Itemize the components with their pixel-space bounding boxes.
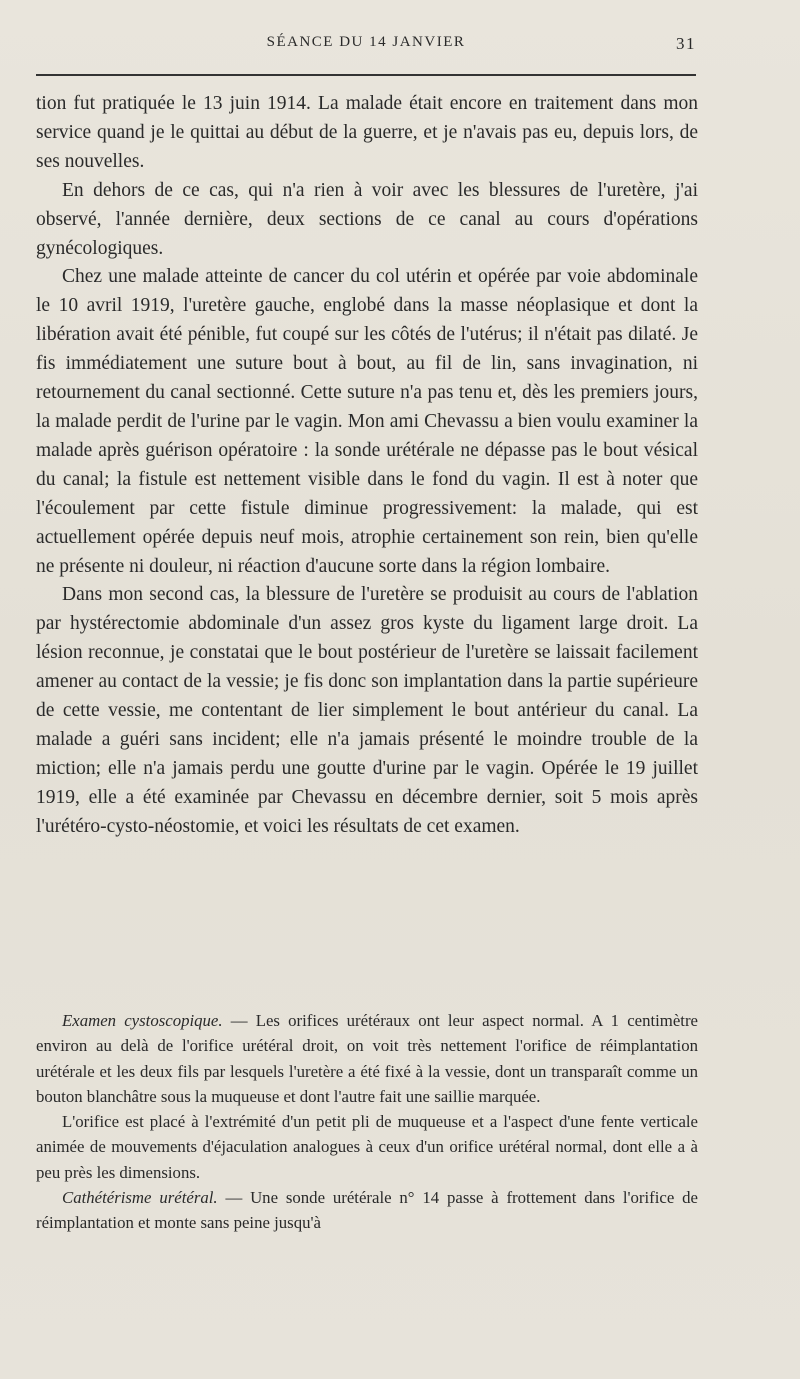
paragraph: Chez une malade atteinte de cancer du col utérin et opérée par voie abdominale le 10 avril 1919, l'uretère gauche, englobé dans la masse néoplasique et dont la libération avait été pénible, fut coupé sur les côtés de l'utérus; il n'était pas dilaté. Je fis immédiatement une suture bout à bout, au fil de lin, sans invagination, ni retournement du canal sectionné. Cette suture n'a pas tenu et, dès les premiers jours, la malade perdit de l'urine par le vagin. Mon ami Chevassu a bien voulu examiner la malade après guérison opératoire : la sonde urétérale ne dépasse pas le bout vésical du canal; la fistule est nettement visible dans le fond du vagin. Il est à noter que l'écoulement par cette fistule diminue progressivement: la malade, qui est actuellement opérée depuis neuf mois, atrophie certainement son rein, bien qu'elle ne présente ni douleur, ni réaction d'aucune sorte dans la région lombaire.	[36, 266, 698, 577]
paragraph: Dans mon second cas, la blessure de l'uretère se produisit au cours de l'ablation par hystérectomie abdominale d'un assez gros kyste du ligament large droit. La lésion reconnue, je constatai que le bout postérieur de l'uretère se laissait facilement amener au contact de la vessie; je fis donc son implantation dans la partie supérieure de cette vessie, me contentant de lier simplement le bout antérieur du canal. La malade a guéri sans incident; elle n'a jamais présenté le moindre trouble de la miction; elle n'a jamais perdu une goutte d'urine par le vagin. Opérée le 19 juillet 1919, elle a été examinée par Chevassu en décembre dernier, soit 5 mois après l'urétéro-cysto-néostomie, et voici les résultats de cet examen.	[36, 584, 698, 837]
paragraph: En dehors de ce cas, qui n'a rien à voir avec les blessures de l'uretère, j'ai observé, l'année dernière, deux sections de ce canal au cours d'opérations gynécologiques.	[36, 179, 698, 259]
exam-report	[36, 1008, 698, 1236]
exam-text: — Les orifices urétéraux ont leur aspect normal. A 1 centimètre environ au delà de l'orifice urétéral droit, on voit très nettement l'orifice de réimplantation urétérale et les deux fils par lesquels l'uretère a été fixé à la vessie, dont un transparaît comme un bouton blanchâtre sous la muqueuse et dont l'autre fait une saillie marquée.	[36, 1011, 698, 1106]
paragraph: tion fut pratiquée le 13 juin 1914. La malade était encore en traitement dans mon service quand je le quittai au début de la guerre, et je n'avais pas eu, depuis lors, de ses nouvelles.	[36, 93, 698, 172]
exam-paragraph	[36, 1008, 698, 1109]
exam-text: L'orifice est placé à l'extrémité d'un petit pli de muqueuse et a l'aspect d'une fente verticale animée de mouvements d'éjaculation analogues à ceux d'un orifice urétéral normal, dont elle a à peu près les dimensions.	[36, 1112, 698, 1182]
exam-text: — Une sonde urétérale n° 14 passe à frottement dans l'orifice de réimplantation et monte sans peine jusqu'à	[36, 1188, 698, 1233]
header-rule	[36, 74, 696, 76]
running-header	[36, 34, 696, 62]
main-text	[36, 90, 698, 842]
exam-heading: Examen cystoscopique.	[62, 1011, 223, 1030]
header-title: SÉANCE DU 14 JANVIER	[266, 34, 466, 50]
page-number: 31	[676, 34, 696, 53]
exam-paragraph	[36, 1185, 698, 1236]
exam-paragraph	[36, 1109, 698, 1185]
exam-heading: Cathétérisme urétéral.	[62, 1188, 218, 1208]
